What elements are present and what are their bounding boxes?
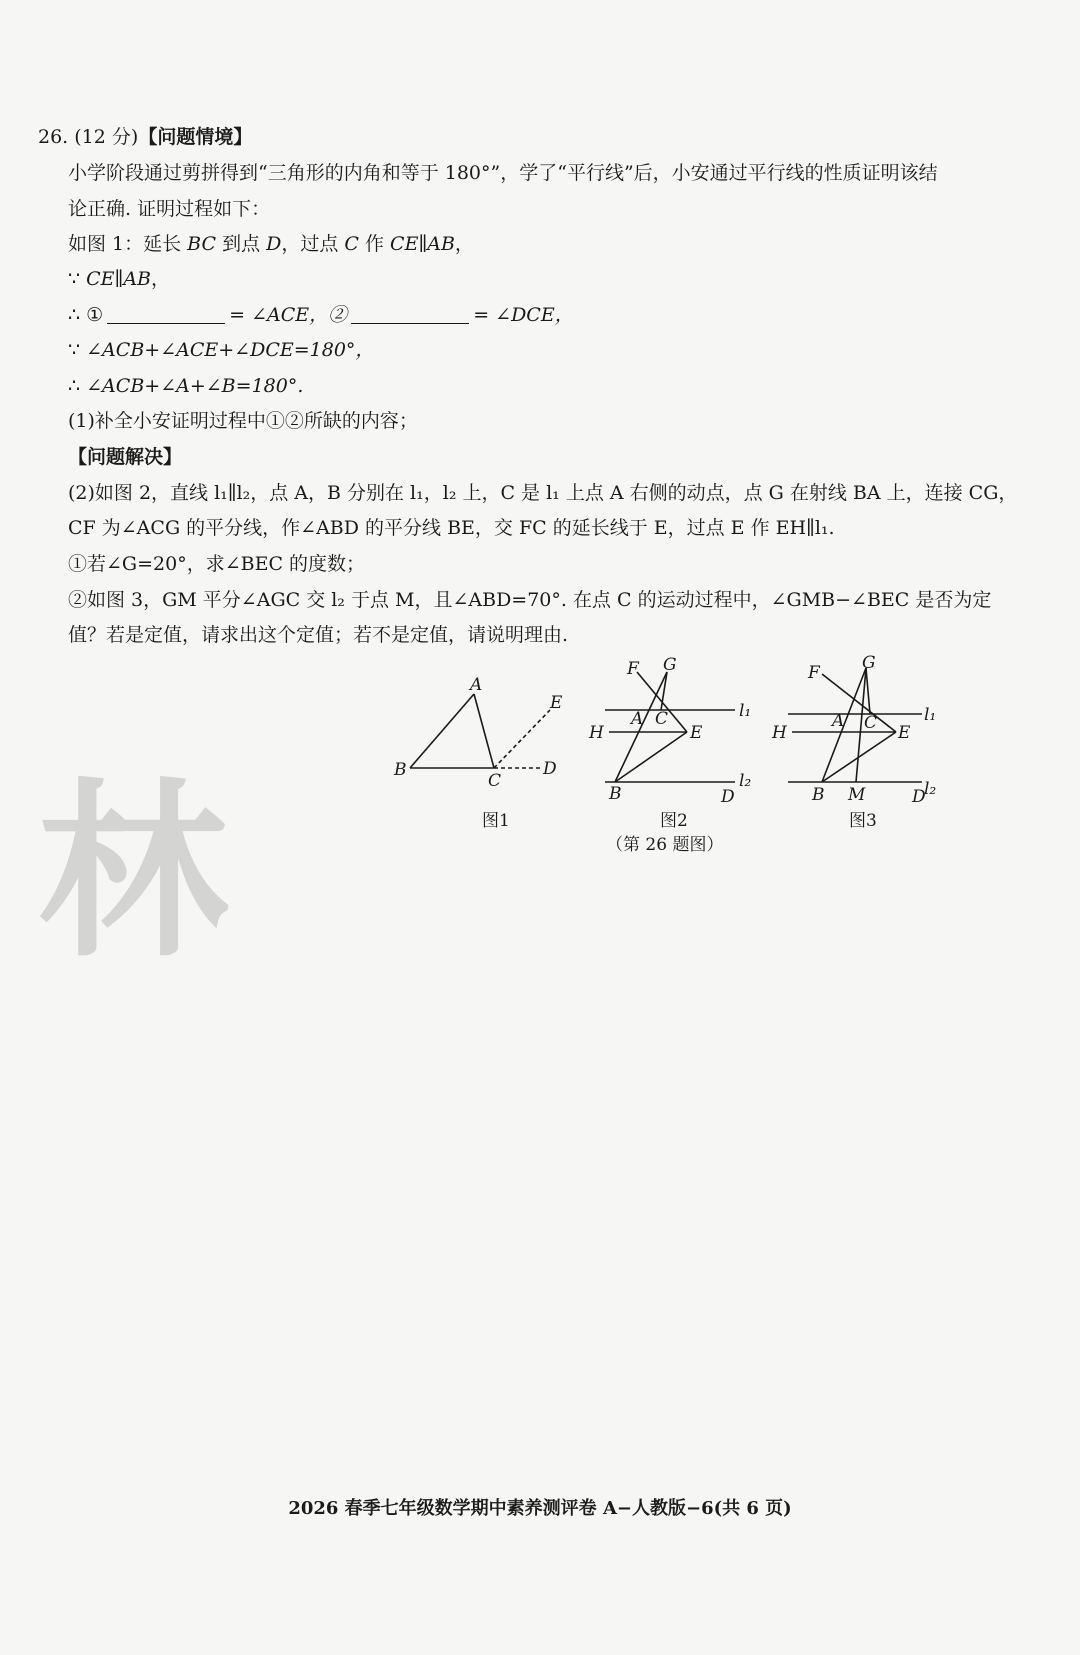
fig1-text-mid2: ，过点: [281, 233, 345, 255]
fig1-text-prefix: 如图 1：延长: [68, 233, 188, 255]
fig1-segment-bc: BC: [187, 233, 217, 255]
intro-line-2: 论正确. 证明过程如下：: [68, 198, 271, 220]
fig3-label-a: A: [832, 711, 845, 731]
fig1-text-end: ，: [454, 233, 474, 255]
part-2-line-1: (2)如图 2，直线 l₁∥l₂，点 A，B 分别在 l₁，l₂ 上，C 是 l₁ 上点 A 右侧的动点，点 G 在射线 BA 上，连接 CG，: [68, 482, 1018, 504]
fig2-label-d: D: [721, 787, 735, 807]
fig2-label-f: F: [627, 659, 639, 679]
answer-blank-2[interactable]: [351, 305, 469, 324]
figure-3-caption: 图3: [849, 811, 877, 831]
section-problem-solving: 【问题解决】: [68, 446, 183, 468]
question-header: [38, 124, 252, 150]
proof-because-1: [68, 266, 170, 292]
fig3-label-b: B: [812, 785, 825, 805]
fig3-label-c: C: [864, 713, 878, 733]
proof-because-2: [68, 337, 374, 363]
proof-therefore-1: [68, 302, 574, 328]
because-statement-2: ∠ACB+∠ACE+∠DCE=180°，: [86, 339, 375, 361]
section-problem-context: 【问题情境】: [138, 126, 253, 148]
fig3-segment-gc: [866, 668, 870, 714]
fig2-label-b: B: [609, 784, 622, 804]
figure1-construction: [68, 231, 474, 257]
fig2-label-c: C: [655, 709, 669, 729]
because-symbol-2: ∵: [68, 339, 87, 361]
fig3-label-e: E: [898, 723, 911, 743]
part-1-question: (1)补全小安证明过程中①②所缺的内容；: [68, 410, 418, 432]
page-footer: 2026 春季七年级数学期中素养测评卷 A−人教版−6(共 6 页): [288, 1498, 792, 1519]
sub-question-2-line-1: ②如图 3，GM 平分∠AGC 交 l₂ 于点 M，且∠ABD=70°. 在点 C 的运动过程中，∠GMB−∠BEC 是否为定: [68, 589, 992, 611]
intro-line-1: 小学阶段通过剪拼得到“三角形的内角和等于 180°”，学了“平行线”后，小安通过平行线的性质证明该结: [68, 162, 938, 184]
fig2-label-l1: l₁: [739, 701, 752, 721]
sub-question-1: ①若∠G=20°，求∠BEC 的度数；: [68, 553, 366, 575]
figure-2: [585, 654, 765, 807]
fig1-parallel-ce-ab: CE∥AB: [390, 233, 455, 255]
fig1-side-ac: [474, 694, 494, 768]
because-end-1: ，: [151, 268, 171, 290]
fig3-label-f: F: [808, 663, 820, 683]
because-symbol-1: ∵: [68, 268, 87, 290]
fig1-text-mid1: 到点: [216, 233, 267, 255]
fig3-label-g: G: [862, 653, 876, 673]
fig3-label-d: D: [912, 787, 926, 807]
figure-2-caption: 图2: [660, 811, 688, 831]
part-2-line-2: CF 为∠ACG 的平分线，作∠ABD 的平分线 BE，交 FC 的延长线于 E，过点 E 作 EH∥l₁.: [68, 517, 835, 539]
fig1-label-d: D: [543, 759, 557, 779]
fig2-label-l2: l₂: [739, 771, 752, 791]
therefore-eq-1: = ∠ACE，②: [229, 304, 348, 326]
fig1-label-c: C: [488, 771, 502, 791]
therefore-symbol-2: ∴: [68, 375, 87, 397]
question-number: 26.: [38, 126, 69, 148]
watermark: 林: [38, 760, 219, 983]
fig2-label-g: G: [663, 655, 677, 675]
proof-therefore-2: [68, 373, 303, 399]
therefore-eq-2: = ∠DCE，: [473, 304, 574, 326]
fig1-label-a: A: [470, 675, 483, 695]
fig1-point-c: C: [344, 233, 359, 255]
fig2-label-e: E: [690, 723, 703, 743]
figure-1: [390, 670, 580, 800]
fig2-label-h: H: [589, 723, 604, 743]
fig2-label-a: A: [631, 709, 644, 729]
sub-question-2-line-2: 值？若是定值，请求出这个定值；若不是定值，请说明理由.: [68, 624, 569, 646]
figure-group-caption: （第 26 题图）: [606, 835, 724, 855]
fig1-side-ab: [410, 694, 474, 768]
because-statement-1: CE∥AB: [86, 268, 152, 290]
answer-blank-1[interactable]: [107, 305, 225, 324]
fig3-label-l2: l₂: [924, 779, 937, 799]
fig1-label-e: E: [550, 693, 563, 713]
fig3-label-m: M: [848, 785, 866, 805]
fig1-point-d: D: [266, 233, 282, 255]
question-score: (12 分): [74, 126, 139, 148]
fig3-label-l1: l₁: [924, 705, 937, 725]
fig1-label-b: B: [394, 760, 407, 780]
fig1-ray-ce: [494, 710, 550, 768]
fig3-label-h: H: [772, 723, 787, 743]
figure-1-caption: 图1: [482, 811, 510, 831]
therefore-statement-2: ∠ACB+∠A+∠B=180°.: [86, 375, 304, 397]
fig1-text-mid3: 作: [358, 233, 391, 255]
figure-3: [770, 653, 950, 807]
fig2-segment-be: [615, 732, 687, 782]
therefore-symbol-1: ∴ ①: [68, 304, 104, 326]
